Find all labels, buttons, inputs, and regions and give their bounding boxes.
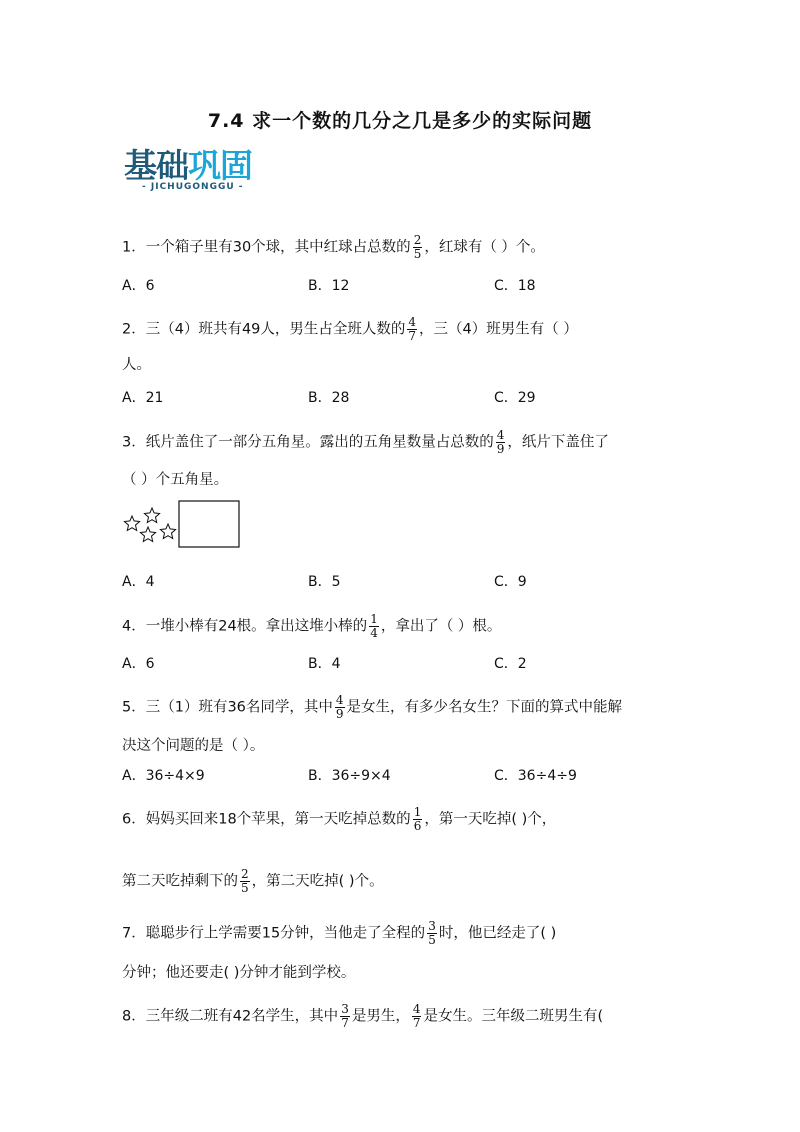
option-b[interactable]: B．28 — [308, 390, 350, 406]
fraction: $\frac{4}{7}$ — [412, 1002, 421, 1030]
question-6-continued: 第二天吃掉剩下的 $\frac{2}{5}$ ，第二天吃掉( )个。 — [122, 867, 384, 895]
option-b[interactable]: B．36÷9×4 — [308, 768, 391, 784]
question-4: 4．一堆小棒有24根。拿出这堆小棒的 $\frac{1}{4}$ ，拿出了（ ）根。 — [122, 612, 502, 640]
question-7-continued: 分钟；他还要走( )分钟才能到学校。 — [122, 965, 356, 981]
page-title: 7.4 求一个数的几分之几是多少的实际问题 — [207, 110, 593, 132]
fraction: $\frac{2}{5}$ — [241, 867, 249, 895]
fraction: $\frac{4}{7}$ — [408, 315, 417, 343]
option-b[interactable]: B．5 — [308, 574, 341, 590]
question-1: 1．一个箱子里有30个球，其中红球占总数的 $\frac{2}{5}$ ，红球有（ ）个。 — [122, 233, 545, 261]
question-6: 6．妈妈买回来18个苹果，第一天吃掉总数的 $\frac{1}{6}$ ，第一天吃掉( )个， — [122, 805, 557, 833]
question-7: 7．聪聪步行上学需要15分钟，当他走了全程的 $\frac{3}{5}$ 时，他已经走了( ) — [122, 919, 557, 947]
option-c[interactable]: C．18 — [494, 278, 536, 294]
question-2: 2．三（4）班共有49人，男生占全班人数的 $\frac{4}{7}$ ，三（4）班男生有（ ） — [122, 315, 578, 343]
question-3: 3．纸片盖住了一部分五角星。露出的五角星数量占总数的 $\frac{4}{9}$ ，纸片下盖住了 — [122, 428, 609, 456]
fraction: $\frac{2}{5}$ — [413, 233, 422, 261]
fraction: $\frac{4}{9}$ — [335, 693, 344, 721]
option-c[interactable]: C．36÷4÷9 — [494, 768, 577, 784]
option-b[interactable]: B．12 — [308, 278, 350, 294]
fraction: $\frac{4}{9}$ — [496, 428, 505, 456]
option-c[interactable]: C．2 — [494, 656, 527, 672]
option-a[interactable]: A．21 — [122, 390, 164, 406]
star-icon — [124, 516, 139, 531]
star-icon — [144, 508, 159, 523]
question-5: 5．三（1）班有36名同学，其中 $\frac{4}{9}$ 是女生，有多少名女生？下面的算式中能解 — [122, 693, 623, 721]
option-a[interactable]: A．4 — [122, 574, 155, 590]
option-a[interactable]: A．36÷4×9 — [122, 768, 205, 784]
option-b[interactable]: B．4 — [308, 656, 341, 672]
star-figure — [122, 500, 252, 552]
fraction: $\frac{1}{6}$ — [413, 805, 422, 833]
option-a[interactable]: A．6 — [122, 656, 155, 672]
section-badge — [124, 148, 266, 194]
question-8: 8．三年级二班有42名学生，其中 $\frac{3}{7}$ 是男生， $\frac{4}{7}$ 是女生。三年级二班男生有( — [122, 1002, 604, 1030]
option-a[interactable]: A．6 — [122, 278, 155, 294]
question-2-continued: 人。 — [122, 357, 151, 373]
question-5-continued: 决这个问题的是（ ）。 — [122, 738, 265, 754]
badge-main-a: 基础 — [124, 146, 188, 185]
badge-main-b: 巩固 — [188, 146, 252, 185]
fraction: $\frac{1}{4}$ — [370, 612, 378, 640]
badge-subtitle: - JICHUGONGGU - — [142, 182, 244, 192]
star-icon — [140, 527, 155, 542]
star-icon — [160, 524, 175, 539]
fraction: $\frac{3}{7}$ — [341, 1002, 349, 1030]
fraction: $\frac{3}{5}$ — [428, 919, 436, 947]
option-c[interactable]: C．29 — [494, 390, 536, 406]
question-3-continued: （ ）个五角星。 — [122, 472, 229, 488]
paper-cover — [179, 501, 239, 547]
option-c[interactable]: C．9 — [494, 574, 527, 590]
